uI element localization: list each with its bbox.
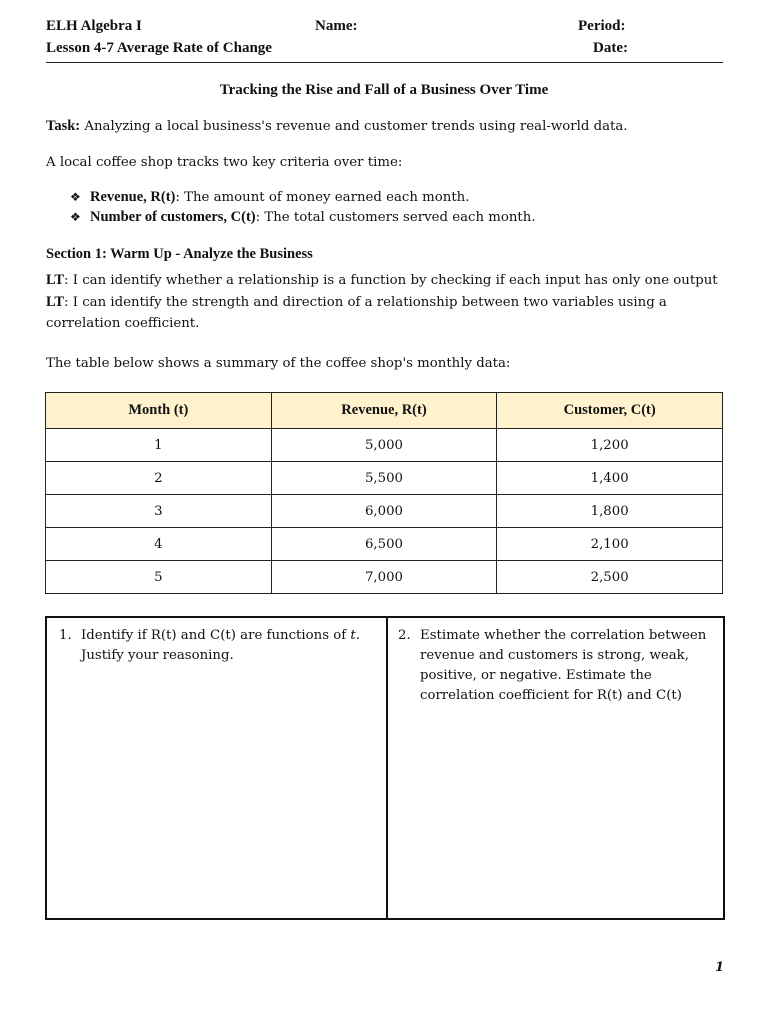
intro-text: A local coffee shop tracks two key criteria over time: bbox=[46, 155, 403, 170]
questions-box: 1. Identify if R(t) and C(t) are functions of t. Justify your reasoning. 2. Estimate whether the correlation between revenue and customers is strong, weak, positive, or negative. Estimate the correlation coefficient for R(t) and C(t) bbox=[45, 616, 725, 920]
table-row: 4 6,500 2,100 bbox=[46, 528, 723, 561]
learning-target-1: LT: I can identify whether a relationship is a function by checking if each input has only one output bbox=[46, 272, 718, 288]
table-row: 3 6,000 1,800 bbox=[46, 495, 723, 528]
lesson-title: Lesson 4-7 Average Rate of Change bbox=[46, 40, 272, 56]
column-divider bbox=[386, 618, 388, 918]
page-number: 1 bbox=[714, 960, 724, 975]
task-text: Analyzing a local business's revenue and customer trends using real-world data. bbox=[80, 119, 628, 134]
header-customer: Customer, C(t) bbox=[497, 393, 723, 429]
worksheet-title: Tracking the Rise and Fall of a Business Over Time bbox=[219, 82, 549, 98]
table-intro: The table below shows a summary of the coffee shop's monthly data: bbox=[46, 356, 511, 371]
diamond-bullet-icon: ❖ bbox=[70, 210, 81, 224]
learning-target-2: LT: I can identify the strength and direction of a relationship between two variables using a bbox=[46, 294, 667, 310]
course-title: ELH Algebra I bbox=[46, 18, 142, 34]
learning-target-2-cont: correlation coefficient. bbox=[46, 316, 200, 331]
header-revenue: Revenue, R(t) bbox=[271, 393, 497, 429]
bullet-customers: ❖ Number of customers, C(t): The total customers served each month. bbox=[70, 209, 536, 225]
table-row: 1 5,000 1,200 bbox=[46, 429, 723, 462]
table-row: 2 5,500 1,400 bbox=[46, 462, 723, 495]
date-label: Date: bbox=[593, 40, 628, 56]
period-label: Period: bbox=[578, 18, 626, 34]
name-label: Name: bbox=[315, 18, 358, 34]
task-label: Task: bbox=[46, 118, 81, 134]
section-heading: Section 1: Warm Up - Analyze the Business bbox=[46, 246, 313, 262]
data-table bbox=[45, 392, 723, 594]
bullet-revenue: ❖ Revenue, R(t): The amount of money earned each month. bbox=[70, 189, 470, 205]
task-line bbox=[46, 116, 628, 137]
table-row: 5 7,000 2,500 bbox=[46, 561, 723, 594]
diamond-bullet-icon: ❖ bbox=[70, 190, 81, 204]
page-header bbox=[46, 18, 723, 63]
table-header-row bbox=[46, 393, 723, 429]
header-month: Month (t) bbox=[46, 393, 272, 429]
